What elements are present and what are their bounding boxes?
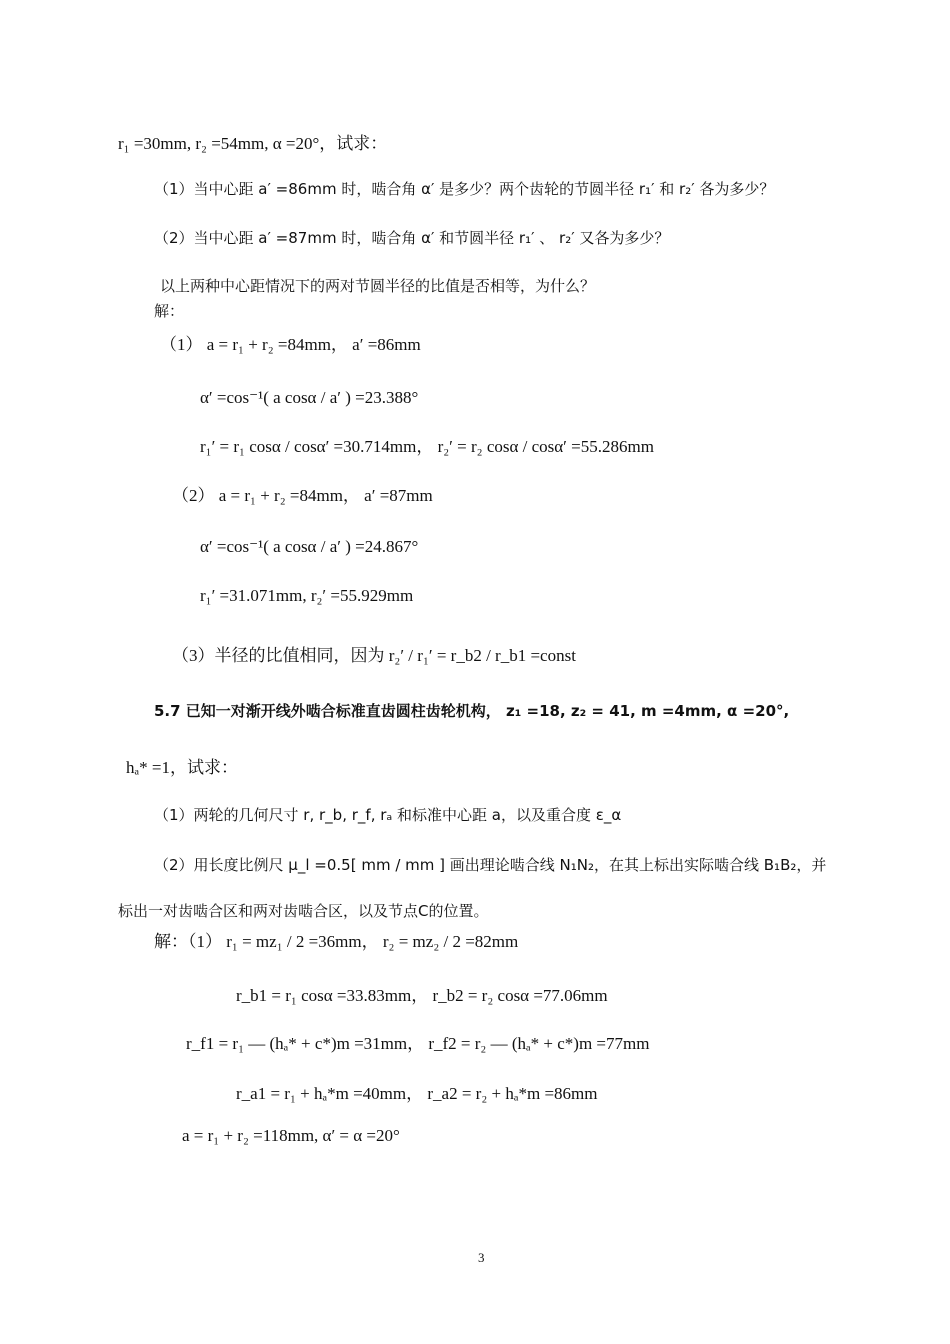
solution-5-7-pitch-radii: 解：（1） r₁ = mz₁ / 2 =36mm， r₂ = mz₂ / 2 =82mm <box>154 932 519 951</box>
solution-5-7-center-distance: a = r₁ + r₂ =118mm, α′ = α =20° <box>182 1126 400 1145</box>
problem-5-7-question-1: （1）两轮的几何尺寸 r, r_b, r_f, rₐ 和标准中心距 a，以及重合度 ε_α <box>154 806 622 824</box>
solution-2-center-distance: （2） a = r₁ + r₂ =84mm， a′ =87mm <box>172 486 433 505</box>
solution-1-pitch-radii: r₁′ = r₁ cosα / cosα′ =30.714mm， r₂′ = r₂ cosα / cosα′ =55.286mm <box>200 437 654 456</box>
solution-1-center-distance: （1） a = r₁ + r₂ =84mm， a′ =86mm <box>160 335 421 354</box>
problem-given-values: r₁ =30mm, r₂ =54mm, α =20°，试求： <box>118 134 388 153</box>
question-1: （1）当中心距 a′ =86mm 时，啮合角 α′ 是多少？两个齿轮的节圆半径 r₁′ 和 r₂′ 各为多少？ <box>154 180 775 198</box>
page-number: 3 <box>478 1250 485 1265</box>
solution-1-pressure-angle: α′ =cos⁻¹( a cosα / a′ ) =23.388° <box>200 388 419 407</box>
solution-5-7-tip-radii: r_a1 = r₁ + hₐ*m =40mm， r_a2 = r₂ + hₐ*m =86mm <box>236 1084 598 1103</box>
solution-2-pressure-angle: α′ =cos⁻¹( a cosα / a′ ) =24.867° <box>200 537 419 556</box>
solution-5-7-base-radii: r_b1 = r₁ cosα =33.83mm， r_b2 = r₂ cosα =77.06mm <box>236 986 608 1005</box>
problem-5-7-question-2: （2）用长度比例尺 μ_l =0.5[ mm / mm ] 画出理论啮合线 N₁N₂，在其上标出实际啮合线 B₁B₂，并 <box>154 856 827 874</box>
solution-2-pitch-radii: r₁′ =31.071mm, r₂′ =55.929mm <box>200 586 414 605</box>
solution-3-ratio: （3）半径的比值相同，因为 r₂′ / r₁′ = r_b2 / r_b1 =const <box>172 646 576 665</box>
solution-5-7-root-radii: r_f1 = r₁ — (hₐ* + c*)m =31mm， r_f2 = r₂ — (hₐ* + c*)m =77mm <box>186 1034 650 1053</box>
solution-label: 解： <box>154 302 185 320</box>
problem-5-7-question-2-cont: 标出一对齿啮合区和两对齿啮合区，以及节点C的位置。 <box>118 902 489 920</box>
problem-5-7-heading: 5.7 已知一对渐开线外啮合标准直齿圆柱齿轮机构， z₁ =18, z₂ = 41, m =4mm, α =20°, <box>154 702 790 720</box>
problem-5-7-addendum: hₐ* =1，试求： <box>126 758 238 777</box>
question-3: 以上两种中心距情况下的两对节圆半径的比值是否相等，为什么？ <box>160 277 596 295</box>
question-2: （2）当中心距 a′ =87mm 时，啮合角 α′ 和节圆半径 r₁′ 、 r₂′ 又各为多少？ <box>154 229 670 247</box>
